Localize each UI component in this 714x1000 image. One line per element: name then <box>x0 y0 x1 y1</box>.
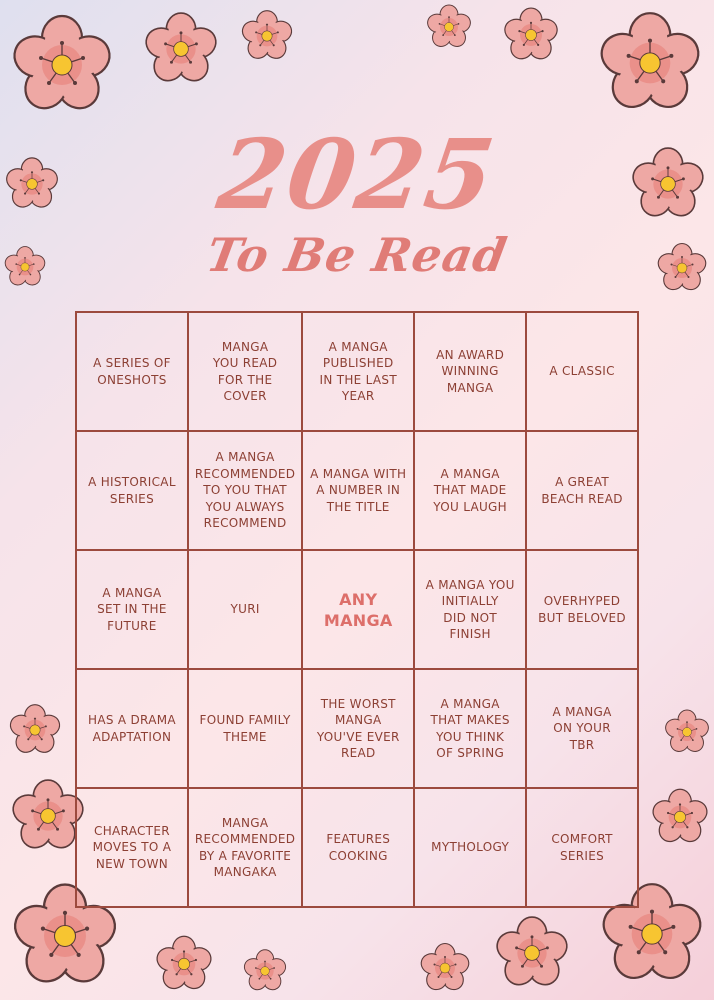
bingo-cell[interactable]: OVERHYPED BUT BELOVED <box>526 550 638 669</box>
bingo-cell[interactable]: A MANGA THAT MAKES YOU THINK OF SPRING <box>414 669 526 788</box>
cherry-blossom-icon <box>660 705 714 759</box>
bingo-cell[interactable]: FEATURES COOKING <box>302 788 414 907</box>
bingo-cell[interactable]: A GREAT BEACH READ <box>526 431 638 550</box>
bingo-cell[interactable]: YURI <box>188 550 302 669</box>
title-year: 2025 <box>211 118 503 231</box>
cherry-blossom-icon <box>498 2 564 68</box>
bingo-cell[interactable]: HAS A DRAMA ADAPTATION <box>76 669 188 788</box>
bingo-cell[interactable]: MYTHOLOGY <box>414 788 526 907</box>
cherry-blossom-icon <box>589 2 711 124</box>
bingo-cell[interactable]: CHARACTER MOVES TO A NEW TOWN <box>76 788 188 907</box>
cherry-blossom-icon <box>422 0 476 54</box>
bingo-cell[interactable]: A MANGA SET IN THE FUTURE <box>76 550 188 669</box>
cherry-blossom-icon <box>150 930 218 998</box>
cherry-blossom-icon <box>4 699 66 761</box>
bingo-cell[interactable]: A HISTORICAL SERIES <box>76 431 188 550</box>
bingo-cell[interactable]: A MANGA WITH A NUMBER IN THE TITLE <box>302 431 414 550</box>
cherry-blossom-icon <box>236 5 298 67</box>
bingo-cell[interactable]: COMFORT SERIES <box>526 788 638 907</box>
bingo-cell[interactable]: A MANGA PUBLISHED IN THE LAST YEAR <box>302 312 414 431</box>
bingo-cell[interactable]: A SERIES OF ONESHOTS <box>76 312 188 431</box>
bingo-cell[interactable]: MANGA YOU READ FOR THE COVER <box>188 312 302 431</box>
bingo-cell[interactable]: A MANGA THAT MADE YOU LAUGH <box>414 431 526 550</box>
cherry-blossom-icon <box>488 909 576 997</box>
bingo-cell[interactable]: A CLASSIC <box>526 312 638 431</box>
cherry-blossom-icon <box>646 783 714 851</box>
bingo-cell[interactable]: AN AWARD WINNING MANGA <box>414 312 526 431</box>
title-subtitle: To Be Read <box>202 228 512 282</box>
cherry-blossom-icon <box>239 945 291 997</box>
cherry-blossom-icon <box>2 5 122 125</box>
bingo-cell[interactable]: MANGA RECOMMENDED BY A FAVORITE MANGAKA <box>188 788 302 907</box>
bingo-cell[interactable]: FOUND FAMILY THEME <box>188 669 302 788</box>
cherry-blossom-icon <box>415 938 475 998</box>
bingo-cell[interactable]: A MANGA YOU INITIALLY DID NOT FINISH <box>414 550 526 669</box>
bingo-cell[interactable]: A MANGA RECOMMENDED TO YOU THAT YOU ALWAYS RECOMMEND <box>188 431 302 550</box>
bingo-cell[interactable]: THE WORST MANGA YOU'VE EVER READ <box>302 669 414 788</box>
bingo-board <box>75 311 639 908</box>
free-space-cell[interactable]: ANY MANGA <box>302 550 414 669</box>
cherry-blossom-icon <box>137 5 225 93</box>
bingo-cell[interactable]: A MANGA ON YOUR TBR <box>526 669 638 788</box>
